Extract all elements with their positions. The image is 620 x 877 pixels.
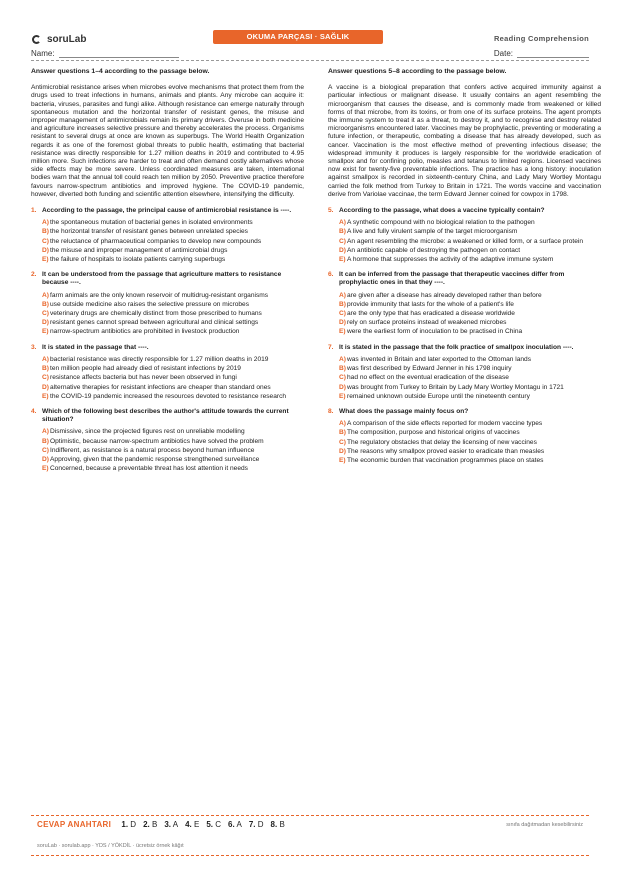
- option-letter: A): [339, 219, 346, 227]
- option-letter: E): [339, 392, 346, 400]
- answer-option[interactable]: [31, 319, 304, 327]
- answer-option[interactable]: [328, 219, 601, 227]
- question-stem: [328, 344, 601, 352]
- answer-key-item: [164, 820, 178, 829]
- option-text: An antibiotic capable of destroying the pathogen on contact: [347, 246, 521, 254]
- option-letter: D): [339, 383, 346, 391]
- answer-option[interactable]: [328, 319, 601, 327]
- question-number: 4.: [31, 407, 37, 415]
- option-text: A live and fully virulent sample of the target microorganism: [347, 228, 518, 236]
- answer-option[interactable]: [31, 219, 304, 227]
- answer-option[interactable]: [31, 438, 304, 446]
- instruction-right: Answer questions 5–8 according to the passage below.: [328, 68, 507, 75]
- option-text: use outside medicine also raises the selective pressure on microbes: [50, 300, 250, 308]
- answer-option[interactable]: [31, 456, 304, 464]
- question-stem: [328, 271, 601, 287]
- option-text: resistance affects bacteria but has never been observed in fungi: [50, 374, 237, 382]
- answer-option[interactable]: [328, 238, 601, 246]
- answer-key-item: [249, 820, 264, 829]
- option-text: were the earliest form of inoculation to be practised in China: [347, 328, 523, 336]
- option-text: A comparison of the side effects reported for modern vaccine types: [347, 420, 543, 428]
- answer-key-item: [121, 820, 136, 829]
- question-text: It can be inferred from the passage that therapeutic vaccines differ from prophylactic ones in that they ----.: [339, 271, 565, 287]
- option-letter: D): [42, 319, 49, 327]
- answer-option[interactable]: [31, 356, 304, 364]
- answer-option[interactable]: [31, 256, 304, 264]
- brand-name: soruLab: [47, 34, 87, 45]
- answer-option[interactable]: [31, 301, 304, 309]
- question-number: 2.: [31, 271, 37, 279]
- option-text: are given after a disease has already developed rather than before: [347, 291, 542, 299]
- answer-key-number: 5.: [206, 820, 214, 829]
- passage-vaccine: A vaccine is a biological preparation that confers active acquired immunity against a particular infectious or malignant disease. It usually contains an agent resembling the microorganism that causes the disease, and is commonly made from weakened or killed forms of that microbe, from its toxins, or from one of its surface proteins. The agent prompts the immune system to treat it as a threat, to destroy it, and to recognise and destroy related microorganisms encountered later. Vaccines may be prophylactic, preventing or moderating a future infection, or therapeutic, combating a disease that has already developed, such as cancer. Vaccination is the most effective method of preventing infectious disease; the widespread immunity it produces is largely responsible for the worldwide eradication of smallpox and for confining polio, measles and tetanus to limited regions. Licensed vaccines now exist for twenty-five preventable infections. The practice has a long history: inoculation against smallpox is recorded in sixteenth-century China, and Lady Mary Wortley Montagu carried the folk method from Turkey to Britain in 1721. The words vaccine and vaccination derive from Variolae vaccinae, the term Edward Jenner coined for cowpox in 1798.: [328, 84, 601, 198]
- question-text: Which of the following best describes the author's attitude towards the current situation?: [42, 407, 289, 424]
- answer-option[interactable]: [328, 365, 601, 373]
- answer-key-letter: B: [151, 820, 158, 829]
- question-number: 1.: [31, 207, 37, 215]
- question-8: [328, 408, 601, 465]
- answer-key-letter: A: [172, 820, 179, 829]
- question-stem: [31, 207, 304, 215]
- question-stem: [328, 207, 601, 215]
- answer-key-number: 7.: [248, 820, 256, 829]
- answer-option[interactable]: [328, 393, 601, 401]
- answer-key-letter: D: [257, 820, 264, 829]
- option-text: are the only type that has eradicated a disease worldwide: [347, 310, 515, 318]
- logo-icon: [31, 34, 42, 45]
- option-letter: E): [42, 328, 49, 336]
- option-text: The composition, purpose and historical origins of vaccines: [347, 429, 520, 437]
- answer-key-letter: D: [130, 820, 137, 829]
- option-text: Dismissive, since the projected figures rest on unreliable modelling: [50, 428, 245, 436]
- question-text: It is stated in the passage that ----.: [42, 343, 149, 351]
- option-text: alternative therapies for resistant infections are cheaper than standard ones: [50, 383, 271, 391]
- document-type: Reading Comprehension: [493, 34, 589, 43]
- option-letter: A): [339, 291, 346, 299]
- option-letter: E): [339, 256, 346, 264]
- option-letter: D): [42, 455, 49, 463]
- answer-key-letter: B: [279, 820, 285, 829]
- option-text: The regulatory obstacles that delay the licensing of new vaccines: [347, 438, 537, 446]
- option-letter: D): [42, 246, 49, 254]
- cut-line-top: [31, 815, 589, 816]
- option-text: A hormone that suppresses the activity of the adaptive immune system: [347, 256, 554, 264]
- option-letter: B): [42, 365, 49, 373]
- option-letter: C): [42, 446, 49, 454]
- answer-key-number: 8.: [270, 820, 278, 829]
- question-text: What does the passage mainly focus on?: [339, 407, 469, 415]
- answer-key-item: [143, 820, 157, 829]
- cut-note: sınıfa dağıtmadan kesebilirsiniz: [506, 822, 583, 828]
- option-text: had no effect on the eventual eradication of the disease: [347, 374, 509, 382]
- option-letter: B): [339, 300, 346, 308]
- answer-option[interactable]: [328, 457, 601, 465]
- answer-option[interactable]: [31, 238, 304, 246]
- answer-key-number: 2.: [143, 820, 150, 829]
- answer-option[interactable]: [31, 328, 304, 336]
- answer-key-item: [228, 820, 242, 829]
- option-letter: A): [42, 428, 49, 436]
- question-text: It is stated in the passage that the folk practice of smallpox inoculation ----.: [339, 343, 574, 351]
- option-letter: C): [339, 374, 346, 382]
- option-text: provide immunity that lasts for the whole of a patient's life: [347, 300, 514, 308]
- option-letter: A): [42, 355, 49, 363]
- answer-key-letter: A: [236, 820, 242, 829]
- option-text: the reluctance of pharmaceutical companies to develop new compounds: [50, 237, 262, 245]
- option-text: the misuse and improper management of antimicrobial drugs: [50, 246, 228, 254]
- question-3: [31, 344, 304, 401]
- option-text: Optimistic, because narrow-spectrum antibiotics have solved the problem: [50, 437, 264, 445]
- option-text: the spontaneous mutation of bacterial genes in isolated environments: [50, 219, 253, 227]
- answer-key-letter: E: [194, 820, 200, 829]
- answer-option[interactable]: [328, 374, 601, 382]
- footer-credit: soruLab · sorulab.app · YDS / YÖKDİL · ücretsiz örnek kâğıt: [37, 843, 184, 849]
- option-text: Concerned, because a preventable threat has lost attention it needs: [50, 465, 248, 473]
- option-letter: D): [339, 246, 346, 254]
- answer-option[interactable]: [328, 384, 601, 392]
- option-letter: E): [339, 456, 346, 464]
- question-number: 3.: [31, 343, 37, 351]
- answer-key-number: 3.: [164, 820, 171, 829]
- answer-option[interactable]: [31, 447, 304, 455]
- answer-key-item: [206, 820, 221, 829]
- option-letter: E): [42, 392, 49, 400]
- question-number: 8.: [328, 407, 334, 415]
- option-text: remained unknown outside Europe until the nineteenth century: [347, 392, 530, 400]
- option-letter: A): [339, 420, 346, 428]
- option-text: The economic burden that vaccination programmes place on states: [347, 456, 544, 464]
- questions-left: [31, 207, 304, 473]
- answer-key-letter: C: [215, 820, 222, 829]
- answer-option[interactable]: [328, 448, 601, 456]
- answer-option[interactable]: [328, 256, 601, 264]
- answer-option[interactable]: [328, 292, 601, 300]
- question-7: [328, 344, 601, 401]
- option-letter: C): [339, 237, 346, 245]
- question-4: [31, 408, 304, 473]
- option-text: The reasons why smallpox proved easier to eradicate than measles: [347, 447, 545, 455]
- name-label: Name:: [31, 49, 55, 58]
- option-letter: B): [42, 437, 49, 445]
- question-5: [328, 207, 601, 264]
- header-divider: [31, 60, 589, 61]
- brand-logo: [31, 34, 86, 45]
- answer-option[interactable]: [31, 393, 304, 401]
- option-letter: D): [339, 319, 346, 327]
- question-1: [31, 207, 304, 264]
- option-letter: B): [339, 429, 346, 437]
- option-letter: C): [42, 237, 49, 245]
- answer-option[interactable]: [328, 356, 601, 364]
- answer-option[interactable]: [31, 365, 304, 373]
- answer-key-number: 1.: [121, 820, 129, 829]
- option-letter: A): [339, 355, 346, 363]
- answer-option[interactable]: [31, 228, 304, 236]
- option-letter: B): [42, 228, 49, 236]
- question-stem: [328, 408, 601, 416]
- question-stem: [31, 408, 304, 424]
- option-letter: E): [42, 465, 49, 473]
- answer-key: [37, 820, 292, 829]
- answer-option[interactable]: [328, 301, 601, 309]
- option-letter: C): [42, 310, 49, 318]
- option-text: veterinary drugs are chemically distinct from those prescribed to humans: [50, 310, 262, 318]
- option-letter: C): [42, 374, 49, 382]
- option-letter: D): [42, 383, 49, 391]
- option-text: was invented in Britain and later exported to the Ottoman lands: [347, 355, 532, 363]
- answer-option[interactable]: [328, 420, 601, 428]
- option-text: A synthetic compound with no biological relation to the pathogen: [347, 219, 535, 227]
- answer-option[interactable]: [328, 228, 601, 236]
- answer-option[interactable]: [328, 247, 601, 255]
- option-letter: E): [339, 328, 346, 336]
- answer-key-number: 6.: [228, 820, 235, 829]
- answer-key-title: CEVAP ANAHTARI: [37, 820, 112, 829]
- option-text: ten million people had already died of resistant infections by 2019: [50, 365, 241, 373]
- answer-option[interactable]: [31, 465, 304, 473]
- question-2: [31, 271, 304, 336]
- answer-option[interactable]: [328, 328, 601, 336]
- option-text: narrow-spectrum antibiotics are prohibited in livestock production: [50, 328, 240, 336]
- option-text: resistant genes cannot spread between agricultural and clinical settings: [50, 319, 259, 327]
- question-text: According to the passage, what does a vaccine typically contain?: [339, 207, 545, 215]
- option-letter: E): [42, 256, 49, 264]
- question-number: 5.: [328, 207, 334, 215]
- option-text: the horizontal transfer of resistant genes between unrelated species: [50, 228, 248, 236]
- answer-key-footer: [31, 815, 589, 849]
- answer-option[interactable]: [31, 292, 304, 300]
- option-text: was brought from Turkey to Britain by Lady Mary Wortley Montagu in 1721: [347, 383, 564, 391]
- name-field[interactable]: [31, 48, 179, 58]
- question-number: 6.: [328, 271, 334, 279]
- subject-badge: OKUMA PARÇASI · SAĞLIK: [213, 30, 383, 44]
- date-line[interactable]: [517, 48, 589, 58]
- question-text: According to the passage, the principal cause of antimicrobial resistance is ----.: [42, 207, 292, 215]
- option-text: rely on surface proteins instead of weakened microbes: [347, 319, 507, 327]
- option-letter: B): [339, 365, 346, 373]
- question-text: It can be understood from the passage that agriculture matters to resistance because ----.: [42, 271, 282, 287]
- page-header: [31, 30, 589, 58]
- question-stem: [31, 271, 304, 287]
- option-text: Approving, given that the pandemic response strengthened surveillance: [50, 455, 260, 463]
- option-text: farm animals are the only known reservoir of multidrug-resistant organisms: [50, 291, 269, 299]
- option-text: the COVID-19 pandemic increased the resources devoted to resistance research: [50, 392, 287, 400]
- option-letter: C): [339, 438, 346, 446]
- questions-right: [328, 207, 601, 465]
- answer-option[interactable]: [328, 429, 601, 437]
- option-letter: B): [42, 300, 49, 308]
- passage-amr: Antimicrobial resistance arises when microbes evolve mechanisms that protect them from the drugs used to treat infections in humans, animals and plants. Any microbe can acquire it: bacteria, viruses, parasites and fungi alike. Although resistance can emerge naturally through spontaneous mutation and the horizontal transfer of resistant genes, the misuse and improper management of antimicrobials remain its primary drivers. Overuse in both medicine and agriculture increases selective pressure and thereby accelerates the process. Organisms resistant to several drugs at once are known as superbugs. The World Health Organization regards it as one of the foremost global threats to public health, estimating that bacterial resistance was directly responsible for 1.27 million deaths in 2019 and contributed to 4.95 million more. Such infections are harder to treat and often demand costly alternatives whose side effects may be more severe. Unless coordinated measures are taken, international bodies warn that the annual toll could reach ten million by 2050. Preventive practice therefore favours narrow-spectrum antibiotics and improved hygiene. The COVID-19 pandemic, however, diverted both funding and scientific attention elsewhere, intensifying the difficulty.: [31, 84, 304, 198]
- name-line[interactable]: [59, 48, 179, 58]
- answer-key-item: [185, 820, 199, 829]
- question-6: [328, 271, 601, 336]
- left-column: [31, 68, 304, 480]
- answer-option[interactable]: [31, 247, 304, 255]
- instruction-left: Answer questions 1–4 according to the passage below.: [31, 68, 210, 75]
- answer-option[interactable]: [31, 374, 304, 382]
- question-stem: [31, 344, 304, 352]
- cut-line-bottom: [31, 855, 589, 856]
- option-letter: A): [42, 291, 49, 299]
- answer-key-number: 4.: [185, 820, 192, 829]
- option-letter: B): [339, 228, 346, 236]
- option-text: the failure of hospitals to isolate patients carrying superbugs: [50, 256, 226, 264]
- option-letter: C): [339, 310, 346, 318]
- option-text: was first described by Edward Jenner in his 1798 inquiry: [347, 365, 512, 373]
- answer-option[interactable]: [31, 428, 304, 436]
- date-label: Date:: [493, 49, 513, 58]
- option-text: An agent resembling the microbe: a weakened or killed form, or a surface protein: [347, 237, 584, 245]
- right-column: [328, 68, 601, 472]
- answer-option[interactable]: [328, 439, 601, 447]
- option-text: Indifferent, as resistance is a natural process beyond human influence: [50, 446, 255, 454]
- option-letter: A): [42, 219, 49, 227]
- answer-key-item: [271, 820, 285, 829]
- option-text: bacterial resistance was directly responsible for 1.27 million deaths in 2019: [50, 355, 269, 363]
- question-number: 7.: [328, 343, 334, 351]
- option-letter: D): [339, 447, 346, 455]
- answer-option[interactable]: [328, 310, 601, 318]
- answer-option[interactable]: [31, 384, 304, 392]
- answer-option[interactable]: [31, 310, 304, 318]
- date-field[interactable]: [494, 48, 589, 58]
